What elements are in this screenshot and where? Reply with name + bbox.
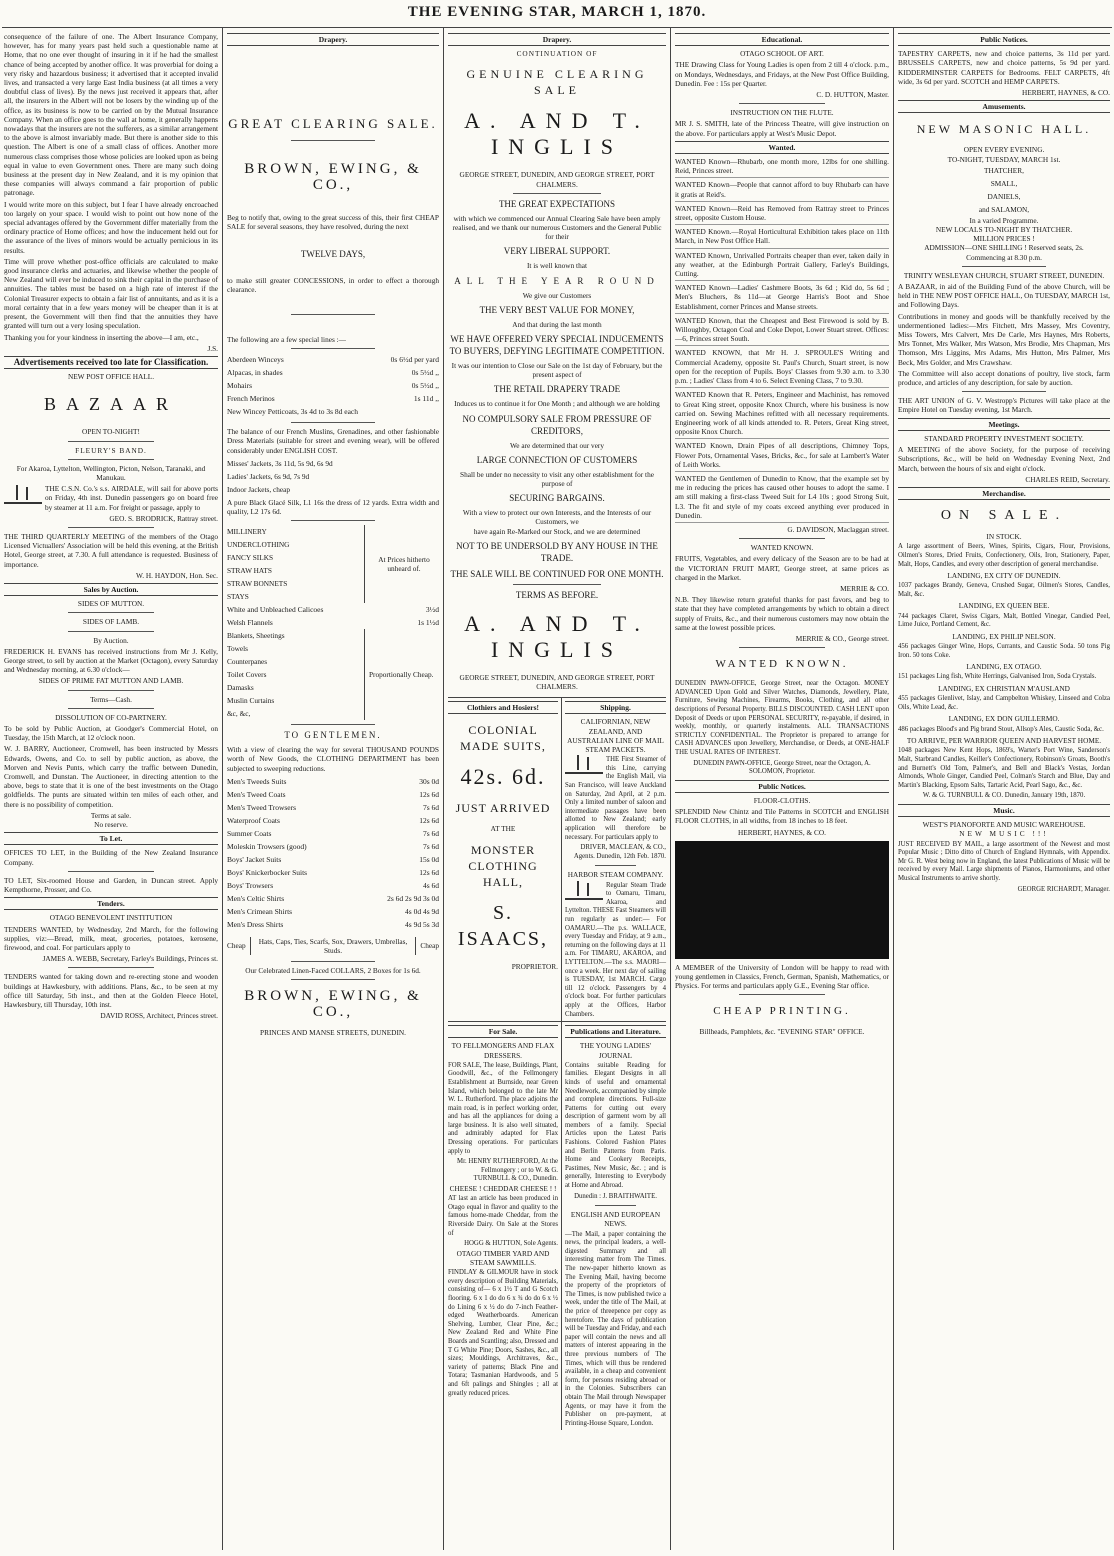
intention-text: It was our intention to Close our Sale on the 1st day of February, but the present aspect of (451, 361, 663, 380)
at-the: AT THE (490, 824, 516, 834)
csn-signature: GEO. S. BRODRICK, Rattray street. (109, 513, 218, 523)
performer-list (898, 164, 1110, 216)
price-item: White and Unbleached Calicoes (227, 605, 324, 615)
article-signature: J.S. (207, 343, 218, 353)
monster-hall: MONSTER CLOTHING HALL, (468, 842, 538, 889)
pawn-text: DUNEDIN PAWN-OFFICE, George Street, near the Octagon. MONEY ADVANCED Upon Gold and Silver Watches, Diamonds, Jewellery, Plate, Furniture, Sewing Machines, Firearms, Books, Clothing, and all other descriptions of Personal Property. BILLS DISCOUNTED. CASH LENT upon Deposit of Deeds or upon PERSONAL SECURITY, re-payable, if desired, in weekly, monthly, or quarterly instalments. ALL TRANSACTIONS STRICTLY CONFIDENTIAL. The Proprietor is prepared to arrange for CASH ADVANCES upon Jewellery, Merchandise, or Deeds, at ONE-HALF THE USUAL RATES OF INTEREST. (675, 680, 889, 756)
at-prices: At Prices hitherto unheard of. (364, 525, 439, 603)
landing-text: 1048 packages New Kent Hops, 1869's, Warter's Port Wine, Sanderson's Malt, Starbrand Candles, Keiller's Confectionery, Robinson's Groats, Booth's and Burnett's Old Tom, Palmer's, and Bell and Black's Vestas, Jordan Almonds, Whole Ginger, Candied Peel, Colman's Starch and Blue, Day and Martin's Blacking, Epsom Salts, Tartaric Acid, Pearl Sago, &c., &c. (898, 747, 1110, 789)
large-connection: LARGE CONNECTION OF CUSTOMERS (476, 454, 638, 465)
journal-signature: Dunedin : J. BRAITHWAITE. (574, 1192, 657, 1200)
cheap-left: Cheap (227, 941, 246, 951)
dark-print-block (675, 841, 889, 959)
masonic-title: NEW MASONIC HALL. (916, 122, 1092, 137)
masthead: THE EVENING STAR, MARCH 1, 1870. (407, 4, 707, 20)
standard-title: STANDARD PROPERTY INVESTMENT SOCIETY. (924, 433, 1084, 443)
cheap-right: Cheap (420, 941, 439, 951)
wanted-item: WANTED Known—Reid has Removed from Rattray street to Princes street, opposite Custom House. (675, 204, 889, 225)
article-text: Thanking you for your kindness in inserting the above—I am, etc., (4, 332, 199, 342)
gentlemen-text: With a view of clearing the way for several THOUSAND POUNDS worth of New Goods, the CLOTHING DEPARTMENT has been subjected to sweeping reductions. (227, 745, 439, 773)
price-row (227, 603, 439, 616)
school-title: OTAGO SCHOOL OF ART. (740, 49, 824, 59)
publications-panel (562, 1022, 666, 1430)
trinity-title: TRINITY WESLEYAN CHURCH, STUART STREET, DUNEDIN. (903, 270, 1105, 280)
locals-text: NEW LOCALS TO-NIGHT BY THATCHER. (935, 225, 1073, 235)
offered-text: WE HAVE OFFERED VERY SPECIAL INDUCEMENTS TO BUYERS, DEFYING LEGITIMATE COMPETITION. (449, 334, 665, 357)
benevolent-signature: JAMES A. WEBB, Secretary, Farley's Buildings, Princes st. (42, 954, 218, 964)
price-row (227, 918, 439, 931)
licensed-text: THE THIRD QUARTERLY MEETING of the members of the Otago Licensed Victuallers' Association will be held this evening, at the British Hotel, George street, at 7.30. A full attendance is requested. Business of importance. (4, 531, 218, 569)
section-header: Sales by Auction. (4, 583, 218, 596)
terms-sale: Terms at sale. (90, 810, 132, 820)
just-arrived: JUST ARRIVED (455, 801, 551, 816)
price-item: Waterproof Coats (227, 815, 280, 825)
cheese-text: AT last an article has been produced in Otago equal in flavor and quality to the famous home-made Cheddar, from the Riverside Dairy. On Sale at the Stores of (448, 1195, 558, 1237)
price-item: Men's Celtic Shirts (227, 893, 285, 903)
price-value: 7s 6d (422, 828, 439, 838)
timber-title: OTAGO TIMBER YARD AND STEAM SAWMILLS. (456, 1248, 550, 1267)
wanted-item: WANTED Known—Rhubarb, one month more, 12lbs for one shilling. Reid, Princes street. (675, 157, 889, 178)
price-value: 0s 5½d ,, (411, 368, 439, 378)
wanted-item: WANTED Known.—Royal Horticultural Exhibition takes place on 11th March, in New Post Office Hall. (675, 227, 889, 248)
expectations-text: with which we commenced our Annual Clearing Sale have been amply realised, and we thank our numerous Customers and the General Public for their (452, 213, 662, 242)
barry-text: W. J. BARRY, Auctioneer, Cromwell, has been instructed by Messrs Edwards, Owens, and Co. to sell by public auction, as above, the Morven and Nevis Punts, which carry the traffic between Dunedin, Cromwell, and Dunstan. The Auctioneer, in directing attention to the above, begs to state that it is one of the best investments on the Otago goldfields. The punts are situated within ten miles of each other, and there is no possibility of competition. (4, 744, 218, 809)
price-item: Summer Coats (227, 828, 272, 838)
landing-list (898, 571, 1110, 790)
column-1 (0, 30, 222, 1550)
price-row (227, 366, 439, 379)
fellmongers-title: TO FELLMONGERS AND FLAX DRESSERS. (451, 1041, 555, 1060)
price-list (227, 353, 439, 418)
licensed-signature: W. H. HAYDON, Hon. Sec. (136, 570, 218, 580)
turnbull-signature: W. & G. TURNBULL & CO. Dunedin, January 19th, 1870. (922, 792, 1086, 800)
journal-title: THE YOUNG LADIES' JOURNAL (579, 1041, 652, 1060)
compulsory-text: NO COMPULSORY SALE FROM PRESSURE OF CREDITORS, (462, 413, 652, 436)
performer-name: DANIELS, (987, 191, 1021, 201)
landing-text: 455 packages Glenlivet, Islay, and Campbelton Whiskey, Linseed and Colza Oils, White Lead, &c. (898, 695, 1110, 711)
section-header: For Sale. (448, 1025, 558, 1038)
wanted-list (675, 157, 889, 523)
million-text: MILLION PRICES ! (973, 234, 1035, 244)
jacket-item: Misses' Jackets, 3s 11d, 5s 9d, 6s 9d (227, 458, 333, 468)
brown-ewing-title: BROWN, EWING, & CO., (244, 161, 422, 194)
wanted-known-title: WANTED KNOWN. (750, 543, 814, 553)
landing-text: 486 packages Blood's and Pig brand Stout, Allsop's Ales, Caustic Soda, &c. (898, 725, 1104, 733)
price-value: 4s 0d 4s 9d (405, 906, 439, 916)
price-row (227, 853, 439, 866)
offices-text: OFFICES TO LET, in the Building of the New Zealand Insurance Company. (4, 848, 218, 867)
price-row (227, 827, 439, 840)
onsale-title: ON SALE. (940, 508, 1068, 524)
price-value: 0s 6½d per yard (390, 355, 439, 365)
article-text: Time will prove whether post-office officials are calculated to make good insurance clerks and actuaries, and likewise whether the people of New Zealand will ever be induced to sink their capital in the purchase of annuities. The tables must be based on a high rate of interest if the Colonial Treasurer expects to obtain a fair list of annuitants, and as it is a moral certainty that in a few years money will be cheaper than it is at present, the Government will then find that the annuities they have granted will turn out a very losing speculation. (4, 256, 218, 331)
tapestry-signature: HERBERT, HAYNES, & CO. (1022, 88, 1110, 98)
commencing-text: Commencing at 8.30 p.m. (966, 252, 1042, 262)
millinery-item: STRAW HATS (227, 566, 272, 576)
section-header: Publications and Literature. (565, 1025, 666, 1038)
millinery-item: STAYS (227, 592, 249, 602)
price-value: 15s 0d (419, 854, 439, 864)
hats-list: Hats, Caps, Ties, Scarfs, Sox, Drawers, Umbrellas, Studs. (250, 937, 417, 955)
band-title: FLEURY'S BAND. (75, 445, 147, 455)
price-value: 1s 11d ,, (413, 394, 439, 404)
benevolent-title: OTAGO BENEVOLENT INSTITUTION (49, 913, 173, 923)
price-value: 12s 6d (419, 789, 439, 799)
inglis-address: GEORGE STREET, DUNEDIN, AND GEORGE STREET, PORT CHALMERS. (459, 170, 655, 189)
cheap-printing-text: Billheads, Pamphlets, &c. "EVENING STAR" OFFICE. (699, 1027, 865, 1037)
millinery-list (227, 525, 364, 603)
landing-heading: LANDING, EX DON GUILLERMO. (948, 714, 1060, 724)
price-row (227, 616, 439, 629)
flute-title: INSTRUCTION ON THE FLUTE. (730, 108, 834, 118)
great-clearing-title: GREAT CLEARING SALE. (228, 116, 438, 132)
household-item: Damasks (227, 683, 254, 693)
tapestry-text: TAPESTRY CARPETS, new and choice patterns, 3s 11d per yard. BRUSSELS CARPETS, new and choice patterns, 5s 9d per yard. KIDDERMINSTER CARPETS for Bedrooms. FELT CARPETS, 4ft wide, 3s 6d per yard. SCOTCH and HEMP CARPETS. (898, 49, 1110, 86)
price-row (227, 905, 439, 918)
best-value: THE VERY BEST VALUE FOR MONEY, (479, 304, 635, 315)
fellmongers-signature: Mr. HENRY RUTHERFORD, At the Fellmongery ; or to W. & G. TURNBULL & CO., Dunedin. (457, 1158, 558, 1183)
continued-text: THE SALE WILL BE CONTINUED FOR ONE MONTH. (450, 568, 664, 579)
section-header: Drapery. (448, 33, 666, 46)
section-header: Meetings. (898, 418, 1110, 431)
lamb-title: SIDES OF LAMB. (82, 617, 140, 627)
davidson-signature: G. DAVIDSON, Maclaggan street. (787, 524, 889, 534)
price-value: 0s 5½d ,, (411, 381, 439, 391)
remarked-text: have again Re-Marked our Stock, and we are determined (473, 526, 641, 536)
price-item: Boys' Trowsers (227, 880, 274, 890)
column-2 (223, 30, 443, 1550)
landing-heading: LANDING, EX CHRISTIAN M'AUSLAND (938, 684, 1070, 694)
concessions-text: to make still greater CONCESSIONS, in order to effect a thorough clearance. (227, 275, 439, 294)
house-text: TO LET, Six-roomed House and Garden, in Duncan street. Apply Kempthorne, Prosser, and Co. (4, 875, 218, 895)
jacket-item: Ladies' Jackets, 6s 9d, 7s 9d (227, 471, 310, 481)
landing-heading: LANDING, EX PHILIP NELSON. (952, 631, 1056, 641)
price-row (227, 866, 439, 879)
necessity-text: Shall be under no necessity to visit any other establishment for the purpose of (460, 469, 654, 489)
ship-icon (4, 484, 42, 504)
section-header: To Let. (4, 832, 218, 845)
price-item: Men's Tweeds Suits (227, 776, 287, 786)
household-item: Counterpanes (227, 657, 268, 667)
cheap-printing-title: CHEAP PRINTING. (713, 1005, 851, 1018)
merrie-signature: MERRIE & CO. (840, 583, 889, 593)
timber-text: FINDLAY & GILMOUR have in stock every description of Building Materials, consisting of— 6 x 1½ T and G Scotch flooring. 6 x 1 do do 6 x ¾ do do 6 x ½ do Lining 6 x ½ do do 7-inch Feather-edged Weatherboards. American Shelving, Lumber, Clear Pine, &c.; New Zealand Red and White Pine Boards and Scantling; also, Dressed and T G White Pine; Doors, Sashes, &c., all sizes; Mouldings, Architraves, &c., variety of patterns; Black Pine and Totara; Tasmanian Hardwoods, and 5 and 6ft palings and Shingles ; all at greatly reduced prices. (448, 1269, 558, 1397)
price-item: Moleskin Trowsers (good) (227, 841, 307, 851)
hawkesbury-signature: DAVID ROSS, Architect, Princes street. (100, 1011, 218, 1021)
new-music: NEW MUSIC !!! (959, 829, 1049, 839)
year-round: ALL THE YEAR ROUND (454, 275, 660, 286)
muslins-text: The balance of our French Muslins, Grenadines, and other fashionable Dress Materials (suitable for street and evening wear), will be offered considerably under ENGLISH COST. (227, 427, 439, 455)
west-title: WEST'S PIANOFORTE AND MUSIC WAREHOUSE. (922, 820, 1086, 830)
bazaar-title: BAZAAR (43, 394, 178, 415)
school-text: THE Drawing Class for Young Ladies is open from 2 till 4 o'clock. p.m., on Mondays, Wednesdays, and Fridays, at the New Post Office Building, Dunedin. Fee : 15s per Quarter. (675, 60, 889, 88)
landing-heading: LANDING, EX CITY OF DUNEDIN. (947, 571, 1061, 581)
bazaar-open: OPEN TO-NIGHT! (82, 427, 140, 437)
household-item: Blankets, Sheetings (227, 631, 285, 641)
wanted-item: WANTED Known, that the Cheapest and Best Firewood is sold by B. Willoughby, Octagon Coal and Coke Depot, Lower Stuart street. Offices:—6, Princes street South. (675, 316, 889, 347)
article-text: consequence of the failure of one. The Albert Insurance Company, however, has for many years past held such a questionable name at Home, that no one ever thought of insuring in it if he had the smallest chance of being accepted by another office. It was proverbial for doing a very risky and hazardous business; it advertised that it accepted invalid lives, and transacted a very large East India business (at all times a very doubtful class of lives). By the news just received it appears that, after all, the insurers in the Albert will not be losers by the winding up of the office, as its business is now to be carried on by the Mutual Insurance Company. When an office goes to the wall at home, it generally happens nowadays that the insurers are not the sufferers, as a similar arrangement to the above is almost invariably made. But there is another side to this question. The Albert is one of a small class of offices. Another more numerous class comprises those whose policies are looked upon as being equal in value to even Government ones. There are many such doing business at the present day in New Zealand, and it is my opinion that these companies will always command a fair proportion of public patronage. (4, 32, 218, 198)
expectations-title: THE GREAT EXPECTATIONS (498, 198, 616, 209)
intro-text: Beg to notify that, owing to the great success of this, their first CHEAP SALE for several seasons, they have resolved, during the next (227, 213, 439, 232)
millinery-item: MILLINERY (227, 527, 267, 537)
price-item: Men's Tweed Trowsers (227, 802, 297, 812)
jacket-item: Indoor Jackets, cheap (227, 484, 291, 494)
price-value: 4s 9d 5s 3d (405, 919, 439, 929)
price-row (227, 892, 439, 905)
ship-text: THE First Steamer of this Line, carrying the English Mail, via San Francisco, will leave Auckland on Saturday, 2nd April, at 2 p.m. Only a limited number of saloon and intermediate passages have been allotted to New Zealand; early application will therefore be necessary. For particulars apply to (565, 756, 666, 841)
landing-heading: LANDING, EX OTAGO. (966, 662, 1042, 672)
section-header: Public Notices. (898, 33, 1110, 46)
pawn-heading: WANTED KNOWN. (715, 658, 849, 671)
section-header: Drapery. (227, 33, 439, 46)
fruits-text: FRUITS, Vegetables, and every delicacy of the Season are to be had at the VICTORIAN FRUIT MART, George street, at same prices as charged in the Market. (675, 554, 889, 582)
household-item: Toilet Covers (227, 670, 267, 680)
retail-title: THE RETAIL DRAPERY TRADE (493, 384, 621, 395)
give-text: We give our Customers (522, 290, 592, 300)
inglis-address-footer: GEORGE STREET, DUNEDIN, AND GEORGE STREET, PORT CHALMERS. (459, 672, 655, 692)
section-header: Amusements. (898, 100, 1110, 113)
during-text: And that during the last month (512, 319, 602, 329)
price-row (227, 801, 439, 814)
shipping-panel (562, 698, 666, 1021)
wanted-item: WANTED Known that R. Peters, Engineer and Machinist, has removed to Great King street, opposite Knox Church, where his business is now carried on. Sewing Machines refitted with all necessary requirements. Engineering work of all kinds attended to. R. Peters, Great King street, opposite Knox Church. (675, 390, 889, 439)
millinery-item: STRAW BONNETS (227, 579, 288, 589)
clothiers-panel (448, 698, 562, 1021)
price-value: 2s 6d 2s 9d 3s 0d (387, 893, 439, 903)
price-42: 42s. 6d. (460, 764, 546, 790)
harbor-title: HARBOR STEAM COMPANY. (567, 870, 664, 880)
price-item: Men's Crimean Shirts (227, 906, 293, 916)
evans-item: SIDES OF PRIME FAT MUTTON AND LAMB. (38, 676, 184, 686)
proprietor: PROPRIETOR. (511, 961, 558, 971)
landing-text: 1037 packages Brandy, Geneva, Crushed Sugar, Oilmen's Stores, Candles, Malt, &c. (898, 582, 1110, 598)
price-item: Men's Tweed Coats (227, 789, 286, 799)
continuation-title: CONTINUATION OF (516, 49, 598, 59)
dissolution-title: DISSOLUTION OF CO-PARTNERY. (55, 712, 167, 722)
landing-heading: LANDING, EX QUEEN BEE. (958, 601, 1050, 611)
wanted-item: WANTED Known, Unrivalled Portraits cheaper than ever, taken daily in any weather, at the Edinburgh Portrait Gallery, Farley's Buildings, Cutting. (675, 251, 889, 282)
ship-signature: DRIVER, MACLEAN, & CO., Agents. Dunedin, 12th Feb. 1870. (573, 844, 666, 860)
price-value: 7s 6d (422, 802, 439, 812)
english-news-title: ENGLISH AND EUROPEAN NEWS. (570, 1210, 661, 1229)
trinity-text: A BAZAAR, in aid of the Building Fund of the above Church, will be held in THE NEW POST OFFICE HALL, On TUESDAY, MARCH 1st, and Following Days. (898, 282, 1110, 310)
jacket-list (227, 457, 439, 496)
section-header: Merchandise. (898, 487, 1110, 500)
landing-text: 151 packages Ling fish, White Herrings, Galvanised Iron, Soda Crystals. (898, 673, 1097, 681)
cheese-title: CHEESE ! CHEDDAR CHEESE ! ! (449, 1184, 557, 1194)
securing-bargains: SECURING BARGAINS. (509, 493, 605, 504)
west-signature: GEORGE RICHARDT, Manager. (1017, 885, 1110, 893)
inglis-title: A. AND T. INGLIS (464, 108, 650, 160)
section-header: Shipping. (565, 701, 666, 714)
performer-name: SMALL, (990, 178, 1018, 188)
price-row (227, 879, 439, 892)
contrib-text: Contributions in money and goods will be thankfully received by the undermentioned ladies:—Mrs Fitchett, Mrs Massey, Mrs Coventry, Miss Towers, Mrs Calvert, Mrs De Carle, Mrs Haynes, Mrs Roberts, Mrs Tonnet, Mrs Walker, Mrs Watson, Mrs Brodie, Mrs Chapman, Mrs Thomson, Mrs Liggins, Mrs Adams, Mrs Hutton, Mrs Palmer, Mrs Beck, Mrs Golder, and Mrs Crawshaw. (898, 311, 1110, 367)
household-item: &c, &c, (227, 709, 251, 719)
price-item: French Merinos (227, 394, 275, 404)
known-text: It is well known that (527, 261, 587, 271)
west-text: JUST RECEIVED BY MAIL, a large assortment of the Newest and most Popular Music ; Ditto ditto of Church of England Hymnals, with Appendix. Mr G. R. West being now in England, the latest Publications of Music will be received by every Mail. Large shipments of Pianos, Harmoniums, and other Musical Instruments to arrive shortly. (898, 840, 1110, 882)
committee-text: The Committee will also accept donations of poultry, live stock, farm produce, and articles of any description, for sale by auction. (898, 368, 1110, 388)
performer-name: and SALAMON, (978, 204, 1030, 214)
english-news-text: —The Mail, a paper containing the news, the principal leaders, a well-digested Summary and all interesting matter from The Times. The new-paper hitherto known as The Evening Mail, having become the property of the proprietors of The Times, is now published twice a week, under the title of The Mail, at the price of threepence per copy as heretofore. The days of publication will be Tuesday and Friday, and each paper will contain the news and all matters of interest appearing in the three previous numbers of The Times, which will thus be rendered available, in a cheap and convenient form, for persons residing abroad or in the Colonies. Subscribers can obtain The Mail through Newspaper Agents, or may have it from the Publisher on pre-payment, at Printing-House Square, London. (565, 1230, 666, 1427)
wanted-item: WANTED Known, Drain Pipes of all descriptions, Chimney Tops, Flower Pots, Ornamental Vases, Bricks, &c., for sale at Lambert's Water of Leith Works. (675, 441, 889, 472)
floor-title: FLOOR-CLOTHS. (753, 795, 811, 805)
price-value: 12s 6d (419, 815, 439, 825)
evans-text: FREDERICK H. EVANS has received instructions from Mr J. Kelly, George street, to sell by auction at the Market (Octagon), every Saturday and Wednesday morning, at 6.30 o'clock— (4, 646, 218, 675)
by-auction: By Auction. (93, 635, 129, 645)
member-text: A MEMBER of the University of London will be happy to read with young gentlemen in Classics, French, German, Spanish, Mathematics, or Physics. For terms and particulars apply G.E., Evening Star office. (675, 962, 889, 991)
school-signature: C. D. HUTTON, Master. (816, 90, 889, 100)
section-header: Public Notices. (675, 780, 889, 793)
price-row (227, 353, 439, 366)
price-value: 7s 6d (422, 841, 439, 851)
section-header: Music. (898, 804, 1110, 817)
proportionally-cheap: Proportionally Cheap. (364, 629, 439, 720)
liberal-support: VERY LIBERAL SUPPORT. (503, 246, 611, 257)
wanted-item: WANTED Known—People that cannot afford to buy Rhubarb can have it gratis at Reid's. (675, 180, 889, 201)
brown-ewing-footer: BROWN, EWING, & CO., (244, 988, 422, 1021)
clothing-list (227, 775, 439, 931)
induces-text: Induces us to continue it for One Month ; and although we are holding (454, 399, 660, 409)
standard-signature: CHARLES REID, Secretary. (1025, 474, 1110, 484)
special-lines: The following are a few special lines :— (227, 335, 346, 345)
address-text: PRINCES AND MANSE STREETS, DUNEDIN. (260, 1028, 406, 1038)
cheese-signature: HOGG & HUTTON, Sole Agents. (464, 1240, 558, 1248)
price-row (227, 379, 439, 392)
price-item: Boys' Knickerbocker Suits (227, 867, 308, 877)
determined-text: We are determined that our very (509, 440, 605, 450)
header-rule (2, 27, 1112, 28)
price-row (227, 392, 439, 405)
nb-text: N.B. They likewise return grateful thanks for past favors, and beg to state that they have completed arrangements by which to obtain a direct supply of Fruits, &c., and their numerous customers may now obtain the same at the lowest possible prices. (675, 595, 889, 632)
inglis-footer: A. AND T. INGLIS (464, 610, 650, 662)
silk-text: A pure Black Glacé Silk, L1 16s the dress of 12 yards. Extra width and quality, L2 17s 6d. (227, 497, 439, 517)
floor-signature: HERBERT, HAYNES, & CO. (738, 827, 826, 837)
genuine-clearing-title: GENUINE CLEARING SALE (466, 67, 648, 98)
price-value: 1s 1½d (417, 618, 439, 628)
fellmongers-text: FOR SALE, The lease, Buildings, Plant, Goodwill, &c., of the Fellmongery Establishment at Burnside, near Green Island, which belonged to the late Mr W. L. Rutherford. The place adjoins the main road, is in perfect working order, and has all the appliances for doing a large business. It is also well situated, and admirably adapted for Flax Dressing operations. For particulars apply to (448, 1061, 558, 1155)
section-header: Wanted. (675, 141, 889, 154)
flute-text: MR J. S. SMITH, late of the Princess Theatre, will give instruction on the above. For particulars apply at West's Music Depot. (675, 119, 889, 138)
bazaar-hall: NEW POST OFFICE HALL. (67, 372, 155, 382)
csn-text: THE C.S.N. Co.'s s.s. AIRDALE, will sail for above ports on Friday, 4th inst. Dunedin passengers go on board free by steamer at 11 a.m. For freight or passage, apply to (45, 484, 218, 512)
protect-text: With a view to protect our own Interests, and the Interests of our Customers, we (462, 508, 652, 527)
section-header: Educational. (675, 33, 889, 46)
open-evening: OPEN EVERY EVENING. (963, 145, 1045, 155)
journal-text: Contains suitable Reading for families. Elegant Designs in all kinds of useful and ornamental Needlework, accompanied by simple and complete directions. Full-size Patterns for cutting out every description of garment worn by all members of a family. Special Articles upon the Latest Paris Fashions. Colored Fashion Plates and Berlin Patterns from Paris. Home and Cookery Receipts, Pastimes, New Music, &c. ; and is generally, Interesting to Everybody at Home and Abroad. (565, 1061, 666, 1190)
terms-cash: Terms—Cash. (90, 694, 132, 704)
section-header: Advertisements received too late for Classification. (4, 356, 218, 369)
price-row (227, 814, 439, 827)
price-row (227, 405, 439, 418)
instock-text: A large assortment of Beers, Wines, Spirits, Cigars, Flour, Provisions, Oilmen's Stores, Dried Fruits, Confectionery, Oils, Iron, Stationery, Paper, Malt, Hops, Candles, and every other description of general merchandise. (898, 543, 1110, 568)
collars-text: Our Celebrated Linen-Faced COLLARS, 2 Boxes for 1s 6d. (245, 966, 421, 976)
price-item: Welsh Flannels (227, 618, 273, 628)
calico-list (227, 603, 439, 629)
artunion-text: THE ART UNION of G. V. Westropp's Pictures will take place at the Empire Hotel on Tuesday evening, 1st March. (898, 396, 1110, 415)
floor-text: SPLENDID New Chintz and Tile Patterns in SCOTCH and ENGLISH FLOOR CLOTHS, in all widths, from 18 inches to 18 feet. (675, 807, 889, 826)
csn-destinations: For Akaroa, Lyttelton, Wellington, Picton, Nelson, Taranaki, and Manukau. (16, 463, 206, 482)
dissolution-text: To be sold by Public Auction, at Goodger's Commercial Hotel, on Tuesday, the 15th March, at 12 o'clock noon. (4, 723, 218, 743)
ship-icon (565, 754, 603, 774)
twelve-days: TWELVE DAYS, (300, 248, 366, 259)
performer-name: THATCHER, (984, 165, 1024, 175)
benevolent-text: TENDERS WANTED, by Wednesday, 2nd March, for the following supplies, viz:—Bread, milk, meat, groceries, potatoes, kerosene, firewood, and coal. For particulars apply to (4, 924, 218, 953)
tonight-text: TO-NIGHT, TUESDAY, MARCH 1st. (947, 154, 1061, 164)
landing-text: 744 packages Claret, Swiss Cigars, Malt, Bottled Vinegar, Candied Peel, Lime Juice, Portland Cement, &c. (898, 612, 1110, 629)
section-header: Tenders. (4, 897, 218, 910)
undersold-text: NOT TO BE UNDERSOLD BY ANY HOUSE IN THE TRADE. (456, 540, 658, 563)
instock-title: IN STOCK. (986, 532, 1022, 542)
price-item: Boys' Jacket Suits (227, 854, 282, 864)
millinery-item: FANCY SILKS (227, 553, 274, 563)
price-item: Alpacas, in shades (227, 368, 283, 378)
terms-before: TERMS AS BEFORE. (515, 589, 599, 600)
mutton-title: SIDES OF MUTTON. (77, 599, 145, 609)
price-item: Men's Dress Shirts (227, 919, 284, 929)
harbor-text: Regular Steam Trade to Oamaru, Timaru, Akaroa, and Lyttelton. THESE Fast Steamers will run regularly as under:— For OAMARU.—The p.s. WALLACE, every Tuesday and Friday, at 9 a.m., returning on the following days at 11 a.m. For TIMARU, AKAROA, and LYTTELTON.—The s.s. MAORI—once a week. Her next day of sailing is TUESDAY, 1st MARCH. Cargo till 12 o'clock. Passengers by 4 o'clock boat. For further particulars apply at the Offices, Harbor Chambers. (565, 881, 666, 1018)
price-row (227, 775, 439, 788)
ship-heading: CALIFORNIAN, NEW ZEALAND, AND AUSTRALIAN LINE OF MAIL STEAM PACKETS. (567, 717, 664, 755)
wanted-item: WANTED KNOWN, that Mr H. J. SPROULE'S Writing and Commercial Academy, opposite St. Paul's Church, Stuart street, is now open for the reception of Pupils. Boys' Classes from 9.30 a.m. to 3.30 p.m. ; Ladies' Class from 4 to 6. Select Evening Class, 7 to 9.30. (675, 348, 889, 388)
wanted-item: WANTED Known—Ladies' Cashmere Boots, 3s 6d ; Kid do, 5s 6d ; Men's Bluchers, 8s 11d—at George Harris's Boot and Shoe Establishment, corner Princes and Manse streets. (675, 283, 889, 314)
column-4 (671, 30, 893, 1550)
colonial-suits: COLONIAL MADE SUITS, (460, 723, 546, 754)
landing-text: 456 packages Ginger Wine, Hops, Currants, and Caustic Soda. 50 tons Pig Iron. 50 tons Coke. (898, 643, 1110, 659)
forsale-panel (448, 1022, 562, 1430)
price-value: 3½d (425, 605, 439, 615)
price-value: 12s 6d (419, 867, 439, 877)
wanted-item: WANTED the Gentlemen of Dunedin to Know, that the example set by me in reducing the prices has caused other houses to adopt the same. I am still making a first-class Tweed Suit for L4 10s ; good Strong Suit, L3. The fit and style of my coats exceed anything ever produced in Dunedin. (675, 474, 889, 523)
price-row (227, 840, 439, 853)
pawn-signature: DUNEDIN PAWN-OFFICE, George Street, near the Octagon, A. SOLOMON, Proprietor. (693, 759, 871, 776)
hawkesbury-text: TENDERS wanted for taking down and re-erecting stone and wooden buildings at Hawkesbury, with additions. Plans, &c., to be seen at my office till Saturday, 5th inst., and then at the Golden Fleece Hotel, Hawkesbury, till Thursday, 10th inst. (4, 972, 218, 1010)
millinery-item: UNDERCLOTHING (227, 540, 290, 550)
household-item: Muslin Curtains (227, 696, 275, 706)
merrie-signature-2: MERRIE & CO., George street. (795, 633, 889, 643)
price-item: Aberdeen Winceys (227, 355, 284, 365)
admission-text: ADMISSION—ONE SHILLING ! Reserved seats, 2s. (924, 243, 1084, 253)
column-5 (894, 30, 1114, 1550)
household-list (227, 629, 364, 720)
price-value: 30s 0d (419, 776, 439, 786)
price-value: 4s 6d (422, 880, 439, 890)
isaacs: S. ISAACS, (457, 901, 549, 950)
gentlemen-title: TO GENTLEMEN. (284, 730, 382, 741)
landing-heading: TO ARRIVE, PER WARRIOR QUEEN AND HARVEST HOME. (906, 736, 1102, 746)
price-item: New Wincey Petticoats, 3s 4d to 3s 8d each (227, 407, 358, 417)
standard-text: A MEETING of the above Society, for the purpose of receiving Subscriptions, &c., will be held on Wednesday Evening Next, 2nd March, between the hours of six and eight o'clock. (898, 445, 1110, 473)
price-row (227, 788, 439, 801)
column-3 (444, 30, 670, 1550)
price-item: Mohairs (227, 381, 252, 391)
article-text: I would write more on this subject, but I fear I have already encroached too largely on your space. I would wish to point out how none of the special advantages offered by the Government differ materially from the ordinary practice of Home offices; and how the inducement held out for the assurance of the lives of minors would be actually pernicious in its results. (4, 199, 218, 255)
programme-text: In a varied Programme. (969, 215, 1039, 225)
ship-icon (565, 880, 603, 900)
section-header: Clothiers and Hosiers! (448, 701, 558, 714)
household-item: Towels (227, 644, 248, 654)
no-reserve: No reserve. (94, 820, 128, 830)
